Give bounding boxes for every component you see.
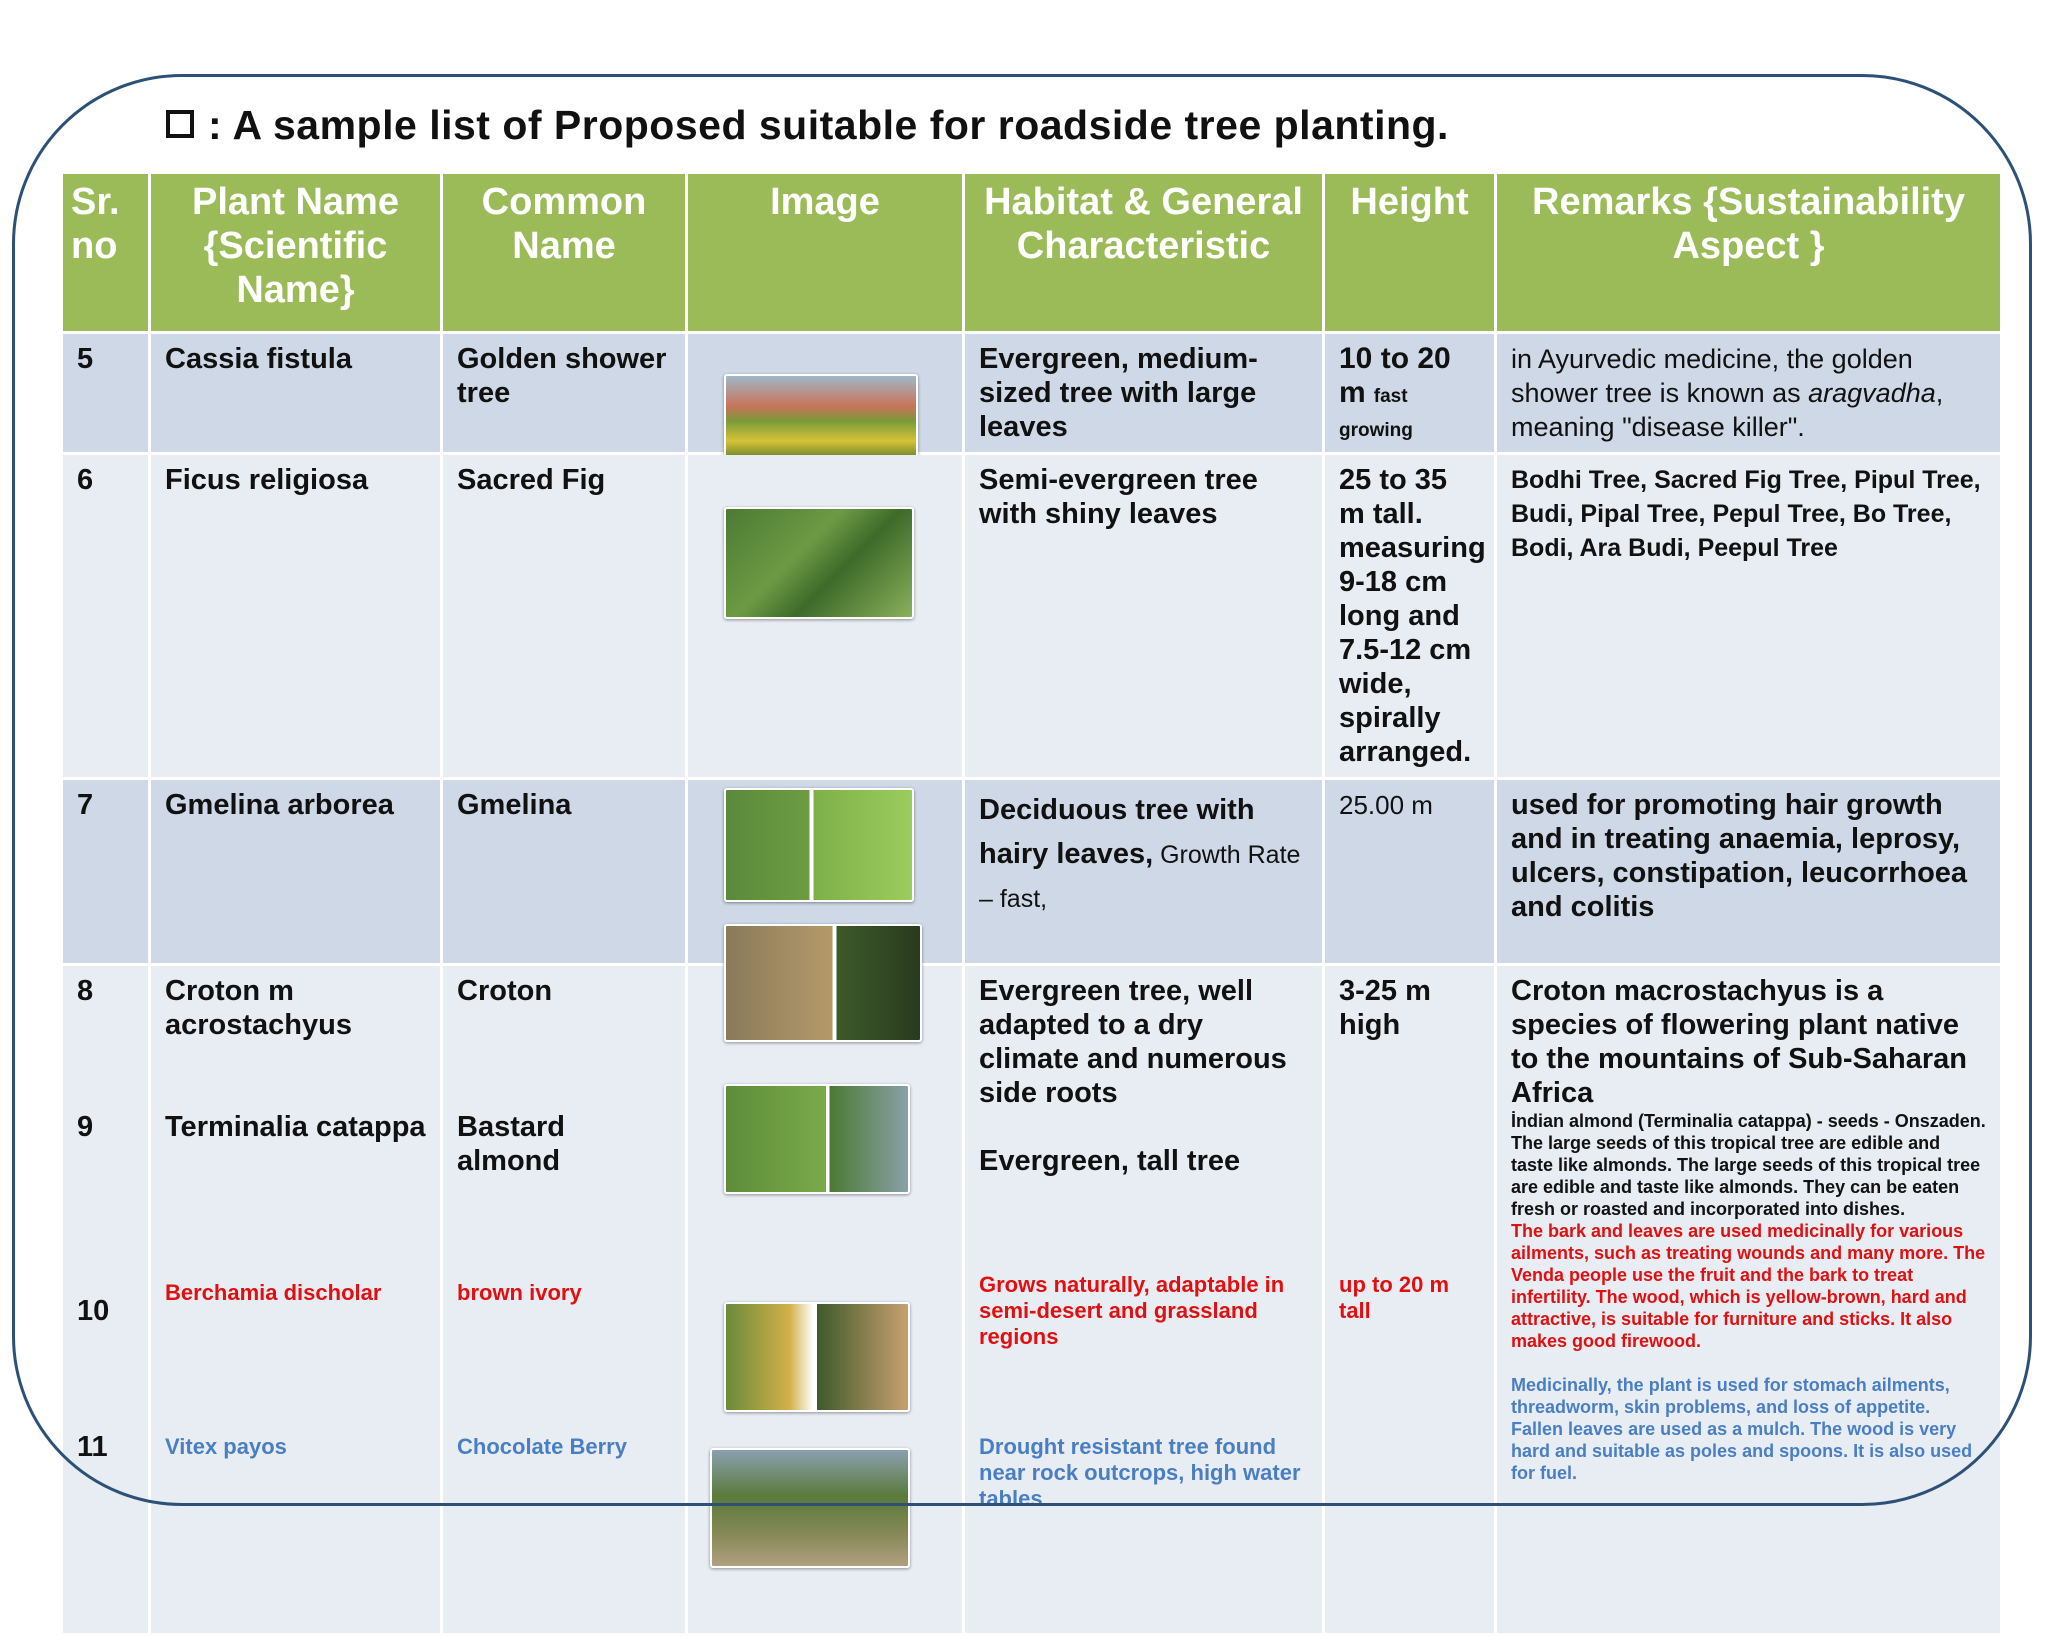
sr-cell: 6 bbox=[62, 454, 150, 779]
header-plant-name: Plant Name {Scientific Name} bbox=[150, 173, 442, 333]
plant-cell: Gmelina arborea bbox=[150, 779, 442, 965]
image-cell bbox=[687, 965, 964, 1635]
height-cell: 25 to 35 m tall. measuring 9-18 cm long and 7.5-12 cm wide, spirally arranged. bbox=[1324, 454, 1496, 779]
gmelina-photo bbox=[724, 788, 914, 902]
table-header-row bbox=[62, 173, 2002, 333]
image-cell bbox=[687, 454, 964, 779]
chocolate-berry-photo bbox=[710, 1448, 910, 1568]
sr-cell: 8 9 10 11 bbox=[62, 965, 150, 1635]
height-cell: 10 to 20 m fast growing bbox=[1324, 333, 1496, 454]
table-row bbox=[62, 333, 2002, 454]
table-row bbox=[62, 454, 2002, 779]
height-cell: 3-25 m high up to 20 m tall bbox=[1324, 965, 1496, 1635]
plant-cell: Cassia fistula bbox=[150, 333, 442, 454]
habitat-cell: Evergreen, medium-sized tree with large leaves bbox=[964, 333, 1324, 454]
brown-ivory-photo bbox=[724, 1302, 910, 1412]
header-srno: Sr. no bbox=[62, 173, 150, 333]
habitat-cell: Deciduous tree with hairy leaves, Growth Rate – fast, bbox=[964, 779, 1324, 965]
header-remarks: Remarks {Sustainability Aspect } bbox=[1496, 173, 2002, 333]
square-checkbox-icon bbox=[166, 110, 194, 138]
header-image: Image bbox=[687, 173, 964, 333]
plant-cell: Croton m acrostachyus Terminalia catappa Berchamia discholar Vitex payos bbox=[150, 965, 442, 1635]
plant-table bbox=[60, 171, 2003, 1636]
habitat-cell: Evergreen tree, well adapted to a dry climate and numerous side roots Evergreen, tall tree Grows naturally, adaptable in semi-desert and grassland regions Drought resistant tree found near rock outcrops, high water tables bbox=[964, 965, 1324, 1635]
common-cell: Golden shower tree bbox=[442, 333, 687, 454]
sr-cell: 5 bbox=[62, 333, 150, 454]
sacred-fig-photo bbox=[724, 507, 914, 619]
image-cell bbox=[687, 333, 964, 454]
croton-photo bbox=[724, 924, 922, 1042]
header-habitat: Habitat & General Characteristic bbox=[964, 173, 1324, 333]
terminalia-photo bbox=[724, 1084, 910, 1194]
remarks-cell: Croton macrostachyus is a species of flowering plant native to the mountains of Sub-Saharan Africa İndian almond (Terminalia catappa) - seeds - Onszaden. The large seeds of this tropical tree are edible and taste like almonds. The large seeds of this tropical tree are edible and taste like almonds. They can be eaten fresh or roasted and incorporated into dishes. The bark and leaves are used medicinally for various ailments, such as treating wounds and many more. The Venda people use the fruit and the bark to treat infertility. The wood, which is yellow-brown, hard and attractive, is suitable for furniture and sticks. It also makes good firewood. Medicinally, the plant is used for stomach ailments, threadworm, skin problems, and loss of appetite. Fallen leaves are used as a mulch. The wood is very hard and suitable as poles and spoons. It is also used for fuel. bbox=[1496, 965, 2002, 1635]
sr-cell: 7 bbox=[62, 779, 150, 965]
table-row bbox=[62, 965, 2002, 1635]
plant-cell: Ficus religiosa bbox=[150, 454, 442, 779]
common-cell: Gmelina bbox=[442, 779, 687, 965]
page-title: : A sample list of Proposed suitable for roadside tree planting. bbox=[166, 102, 1449, 149]
remarks-cell: used for promoting hair growth and in treating anaemia, leprosy, ulcers, constipation, leucorrhoea and colitis bbox=[1496, 779, 2002, 965]
height-cell: 25.00 m bbox=[1324, 779, 1496, 965]
table-row bbox=[62, 779, 2002, 965]
remarks-cell: in Ayurvedic medicine, the golden shower tree is known as aragvadha, meaning "disease killer". bbox=[1496, 333, 2002, 454]
habitat-cell: Semi-evergreen tree with shiny leaves bbox=[964, 454, 1324, 779]
common-cell: Croton Bastard almond brown ivory Chocolate Berry bbox=[442, 965, 687, 1635]
header-common-name: Common Name bbox=[442, 173, 687, 333]
remarks-cell: Bodhi Tree, Sacred Fig Tree, Pipul Tree, Budi, Pipal Tree, Pepul Tree, Bo Tree, Bodi, Ara Budi, Peepul Tree bbox=[1496, 454, 2002, 779]
header-height: Height bbox=[1324, 173, 1496, 333]
common-cell: Sacred Fig bbox=[442, 454, 687, 779]
